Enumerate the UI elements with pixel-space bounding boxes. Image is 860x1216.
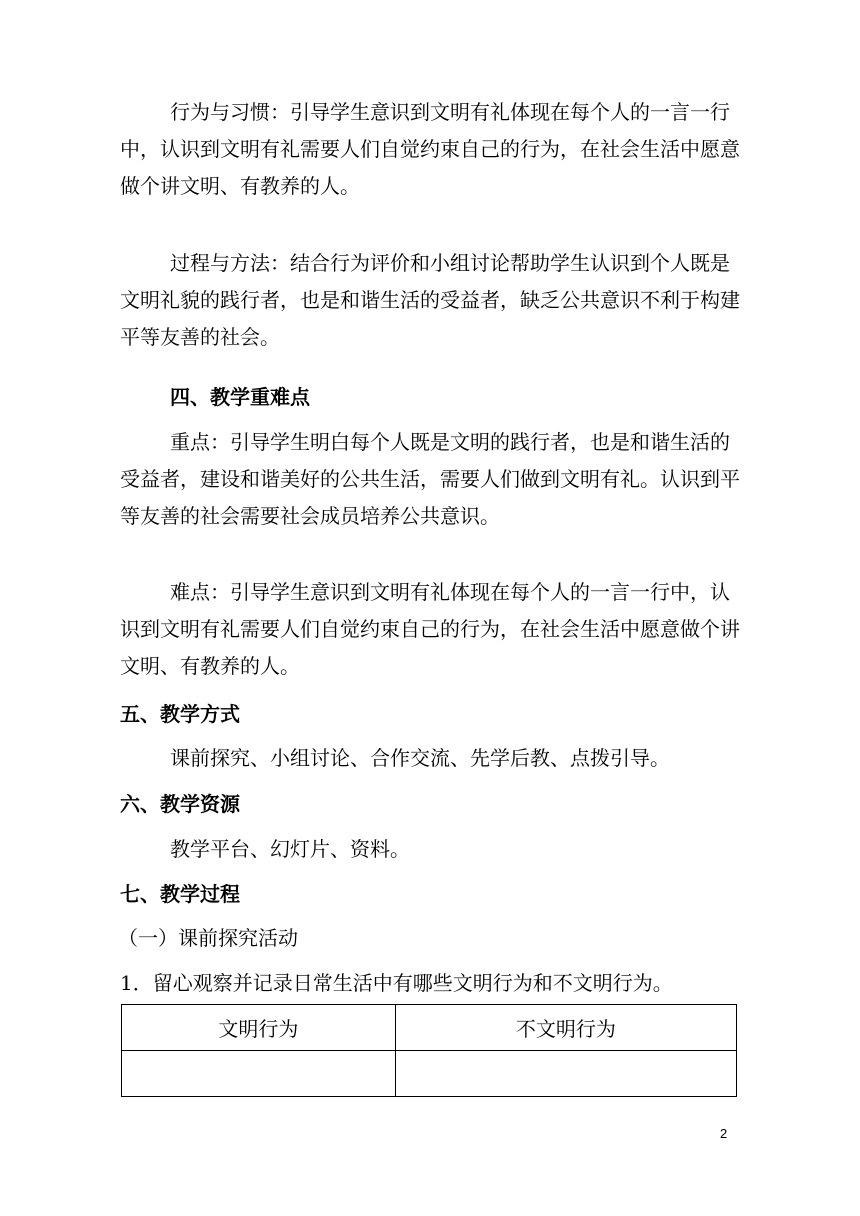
paragraph-key-point: 重点：引导学生明白每个人既是文明的践行者，也是和谐生活的受益者，建设和谐美好的公共生活，需要人们做到文明有礼。认识到平等友善的社会需要社会成员培养公共意识。 (120, 430, 740, 528)
task-item-1: 1．留心观察并记录日常生活中有哪些文明行为和不文明行为。 (120, 971, 673, 995)
table-row (122, 1051, 737, 1097)
table-header-civil: 文明行为 (122, 1005, 396, 1051)
paragraph-teaching-resources: 教学平台、幻灯片、资料。 (170, 837, 410, 861)
subheading-pre-class-activity: （一）课前探究活动 (118, 926, 298, 950)
heading-teaching-process: 七、教学过程 (120, 882, 240, 906)
paragraph-behavior: 行为与习惯：引导学生意识到文明有礼体现在每个人的一言一行中，认识到文明有礼需要人们自觉约束自己的行为，在社会生活中愿意做个讲文明、有教养的人。 (120, 100, 740, 198)
table-header-row (122, 1005, 737, 1051)
heading-teaching-resources: 六、教学资源 (120, 792, 240, 816)
behavior-table (121, 1004, 737, 1097)
heading-teaching-method: 五、教学方式 (120, 702, 240, 726)
table-cell-uncivil (395, 1051, 736, 1097)
paragraph-process: 过程与方法：结合行为评价和小组讨论帮助学生认识到个人既是文明礼貌的践行者，也是和谐生活的受益者，缺乏公共意识不利于构建平等友善的社会。 (120, 251, 740, 349)
page-number: 2 (720, 1126, 728, 1141)
heading-key-difficult-points: 四、教学重难点 (170, 385, 310, 409)
table-header-uncivil: 不文明行为 (395, 1005, 736, 1051)
table-cell-civil (122, 1051, 396, 1097)
paragraph-difficulty: 难点：引导学生意识到文明有礼体现在每个人的一言一行中，认识到文明有礼需要人们自觉约束自己的行为，在社会生活中愿意做个讲文明、有教养的人。 (120, 580, 740, 678)
paragraph-teaching-method: 课前探究、小组讨论、合作交流、先学后教、点拨引导。 (170, 746, 670, 770)
